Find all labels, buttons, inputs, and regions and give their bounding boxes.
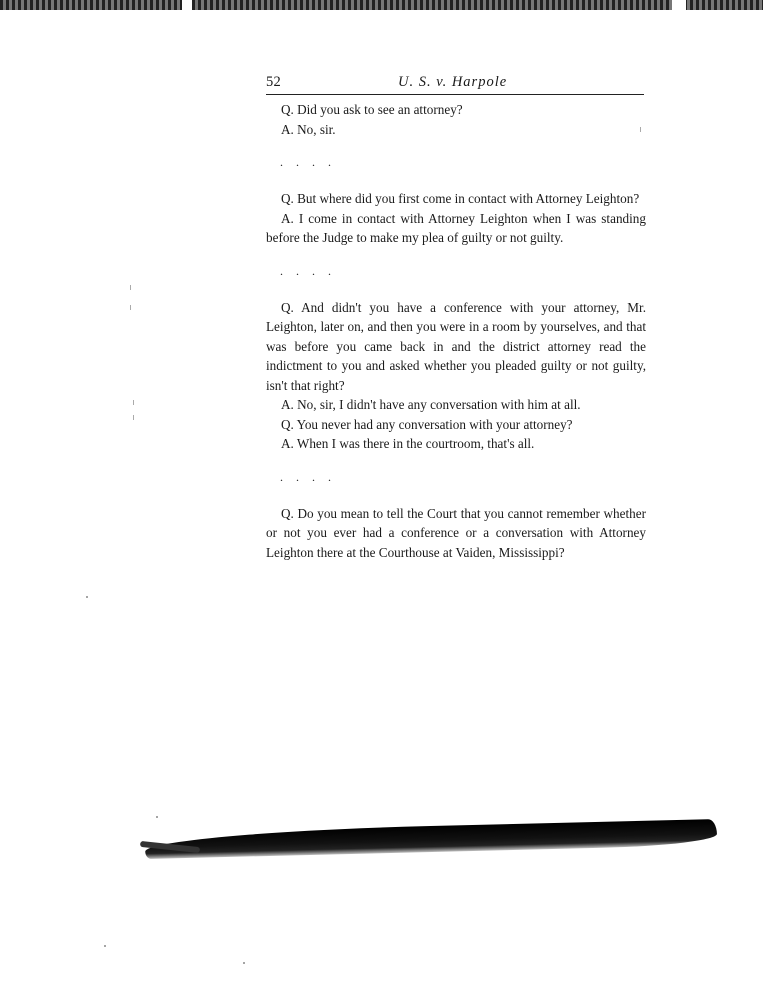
- omission-ellipsis: . . . .: [280, 263, 336, 278]
- scan-speck: [133, 400, 134, 405]
- scan-speck: [243, 962, 245, 964]
- scan-bottom-smear: [145, 819, 717, 859]
- omission-ellipsis: . . . .: [280, 155, 336, 169]
- transcript-line: A. When I was there in the courtroom, that's all.: [281, 436, 535, 451]
- scan-speck: [130, 285, 131, 290]
- scan-speck: [130, 305, 131, 310]
- running-title: U. S. v. Harpole: [398, 74, 508, 90]
- header-rule: [266, 94, 644, 95]
- page-number: 52: [266, 74, 282, 90]
- transcript-line: Q. And didn't you have a conference with your attorney, Mr. Leighton, later on, and then you were in a room by yourselves, and that was before you came back in and the district attorney read the indictment to you and asked whether you pleaded guilty or not guilty, isn't that right?: [266, 299, 646, 393]
- scan-speck: [86, 596, 88, 598]
- running-head: [266, 74, 646, 94]
- scan-edge-gap: [672, 0, 686, 10]
- scan-edge-gap: [182, 0, 192, 10]
- scan-speck: [104, 945, 106, 947]
- transcript-line: A. I come in contact with Attorney Leighton when I was standing before the Judge to make my plea of guilty or not guilty.: [266, 210, 646, 245]
- scan-top-edge: [0, 0, 763, 10]
- document-page: [266, 74, 646, 560]
- transcript-line: Q. Did you ask to see an attorney?: [281, 102, 463, 117]
- scan-speck: [156, 816, 158, 818]
- transcript-line: Q. You never had any conversation with your attorney?: [281, 416, 573, 432]
- transcript-line: Q. But where did you first come in contact with Attorney Leighton?: [281, 191, 640, 206]
- transcript-line: A. No, sir, I didn't have any conversation with him at all.: [281, 397, 581, 412]
- scan-speck: [133, 415, 134, 420]
- transcript-body: [266, 100, 646, 562]
- transcript-line: A. No, sir.: [281, 121, 336, 137]
- omission-ellipsis: . . . .: [280, 469, 336, 484]
- transcript-line: Q. Do you mean to tell the Court that you cannot remember whether or not you ever had a conference or a conversation with Attorney Leighton there at the Courthouse at Vaiden, Mississippi?: [266, 505, 646, 560]
